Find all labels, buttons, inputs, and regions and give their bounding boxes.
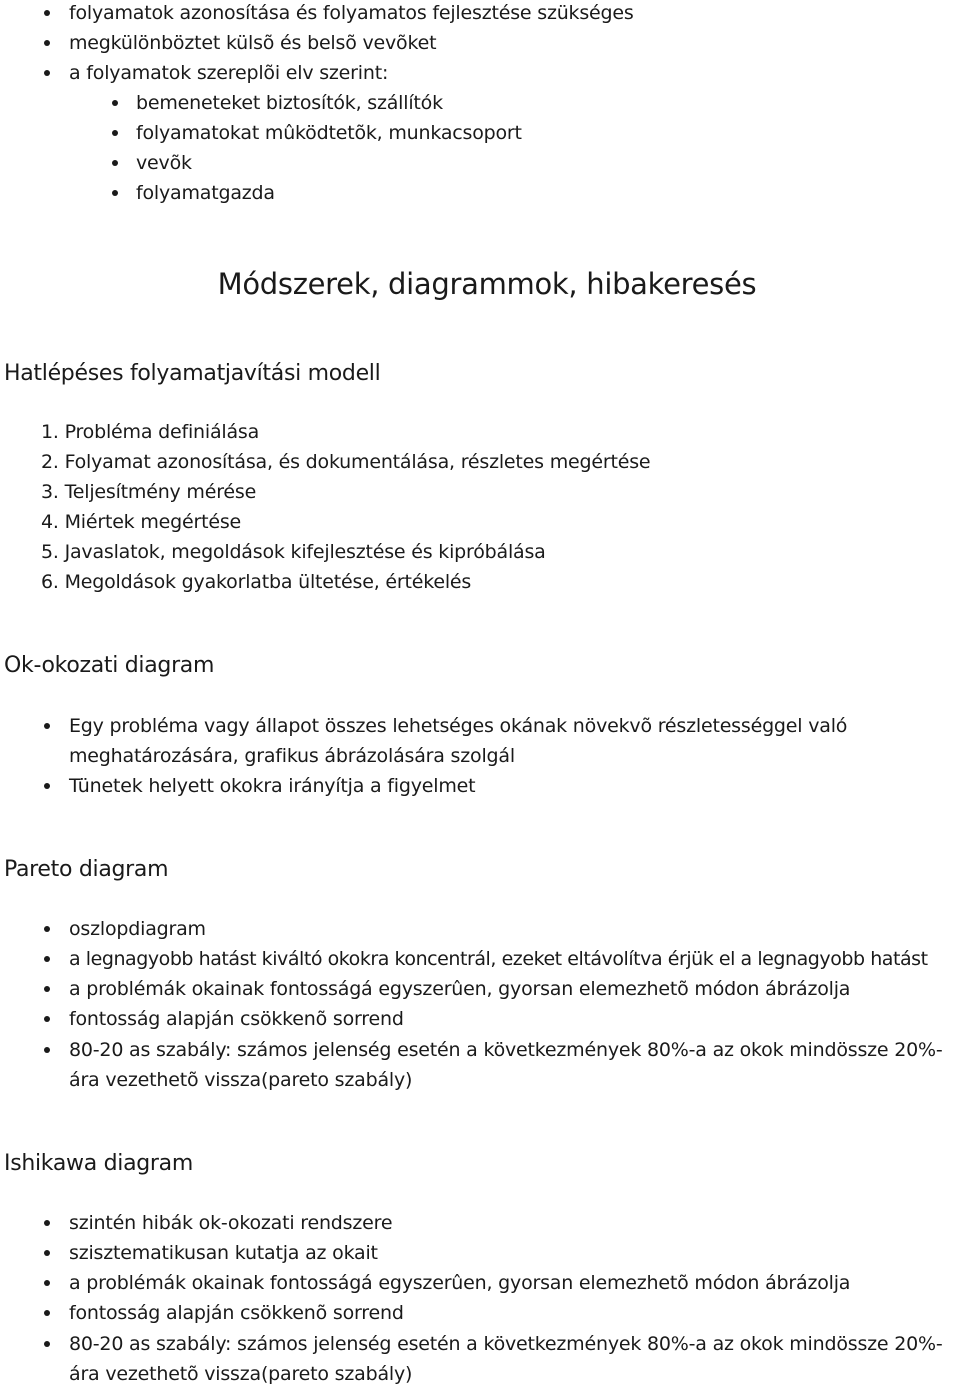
bullet-icon <box>44 1341 50 1347</box>
list-item: a problémák okainak fontosságá egyszerûen, gyorsan elemezhetõ módon ábrázolja <box>69 978 851 1000</box>
list-item: megkülönböztet külsõ és belsõ vevõket <box>69 32 437 54</box>
ordered-list-item: 5. Javaslatok, megoldások kifejlesztése és kipróbálása <box>41 541 546 563</box>
bullet-icon <box>44 1280 50 1286</box>
bullet-icon <box>44 70 50 76</box>
ordered-list-item: 4. Miértek megértése <box>41 511 242 533</box>
list-item: a problémák okainak fontosságá egyszerûen, gyorsan elemezhetõ módon ábrázolja <box>69 1272 851 1294</box>
list-item: folyamatgazda <box>136 182 275 204</box>
bullet-icon <box>112 130 118 136</box>
bullet-icon <box>112 190 118 196</box>
list-item: Egy probléma vagy állapot összes lehetséges okának növekvõ részletességgel való <box>69 715 848 737</box>
section-title-pareto: Pareto diagram <box>4 857 169 882</box>
list-item-continuation: ára vezethetõ vissza(pareto szabály) <box>69 1363 413 1385</box>
bullet-icon <box>44 40 50 46</box>
list-item: bemeneteket biztosítók, szállítók <box>136 92 443 114</box>
ordered-list-item: 2. Folyamat azonosítása, és dokumentálása, részletes megértése <box>41 451 651 473</box>
list-item: fontosság alapján csökkenõ sorrend <box>69 1302 404 1324</box>
list-item: folyamatokat mûködtetõk, munkacsoport <box>136 122 522 144</box>
bullet-icon <box>44 1016 50 1022</box>
list-item: vevõk <box>136 152 192 174</box>
list-item: szisztematikusan kutatja az okait <box>69 1242 378 1264</box>
list-item: szintén hibák ok-okozati rendszere <box>69 1212 393 1234</box>
bullet-icon <box>44 926 50 932</box>
bullet-icon <box>112 160 118 166</box>
list-item: a folyamatok szereplõi elv szerint: <box>69 62 389 84</box>
bullet-icon <box>44 723 50 729</box>
ordered-list-item: 1. Probléma definiálása <box>41 421 260 443</box>
section-title-okokozati: Ok-okozati diagram <box>4 653 215 678</box>
bullet-icon <box>112 100 118 106</box>
bullet-icon <box>44 1310 50 1316</box>
bullet-icon <box>44 1047 50 1053</box>
bullet-icon <box>44 1250 50 1256</box>
section-title-hatlepeses: Hatlépéses folyamatjavítási modell <box>4 361 381 386</box>
list-item: 80-20 as szabály: számos jelenség esetén a következmények 80%-a az okok mindössze 20%- <box>69 1333 943 1355</box>
list-item: Tünetek helyett okokra irányítja a figyelmet <box>69 775 476 797</box>
list-item: oszlopdiagram <box>69 918 206 940</box>
list-item-continuation: meghatározására, grafikus ábrázolására szolgál <box>69 745 515 767</box>
bullet-icon <box>44 783 50 789</box>
ordered-list-item: 6. Megoldások gyakorlatba ültetése, értékelés <box>41 571 472 593</box>
section-title-ishikawa: Ishikawa diagram <box>4 1151 193 1176</box>
ordered-list-item: 3. Teljesítmény mérése <box>41 481 257 503</box>
bullet-icon <box>44 1220 50 1226</box>
list-item: 80-20 as szabály: számos jelenség esetén a következmények 80%-a az okok mindössze 20%- <box>69 1039 943 1061</box>
main-heading: Módszerek, diagrammok, hibakeresés <box>217 267 757 301</box>
list-item: a legnagyobb hatást kiváltó okokra koncentrál, ezeket eltávolítva érjük el a legnagyobb hatást <box>69 948 928 970</box>
bullet-icon <box>44 986 50 992</box>
bullet-icon <box>44 956 50 962</box>
list-item-continuation: ára vezethetõ vissza(pareto szabály) <box>69 1069 413 1091</box>
bullet-icon <box>44 10 50 16</box>
list-item: folyamatok azonosítása és folyamatos fejlesztése szükséges <box>69 2 634 24</box>
list-item: fontosság alapján csökkenõ sorrend <box>69 1008 404 1030</box>
